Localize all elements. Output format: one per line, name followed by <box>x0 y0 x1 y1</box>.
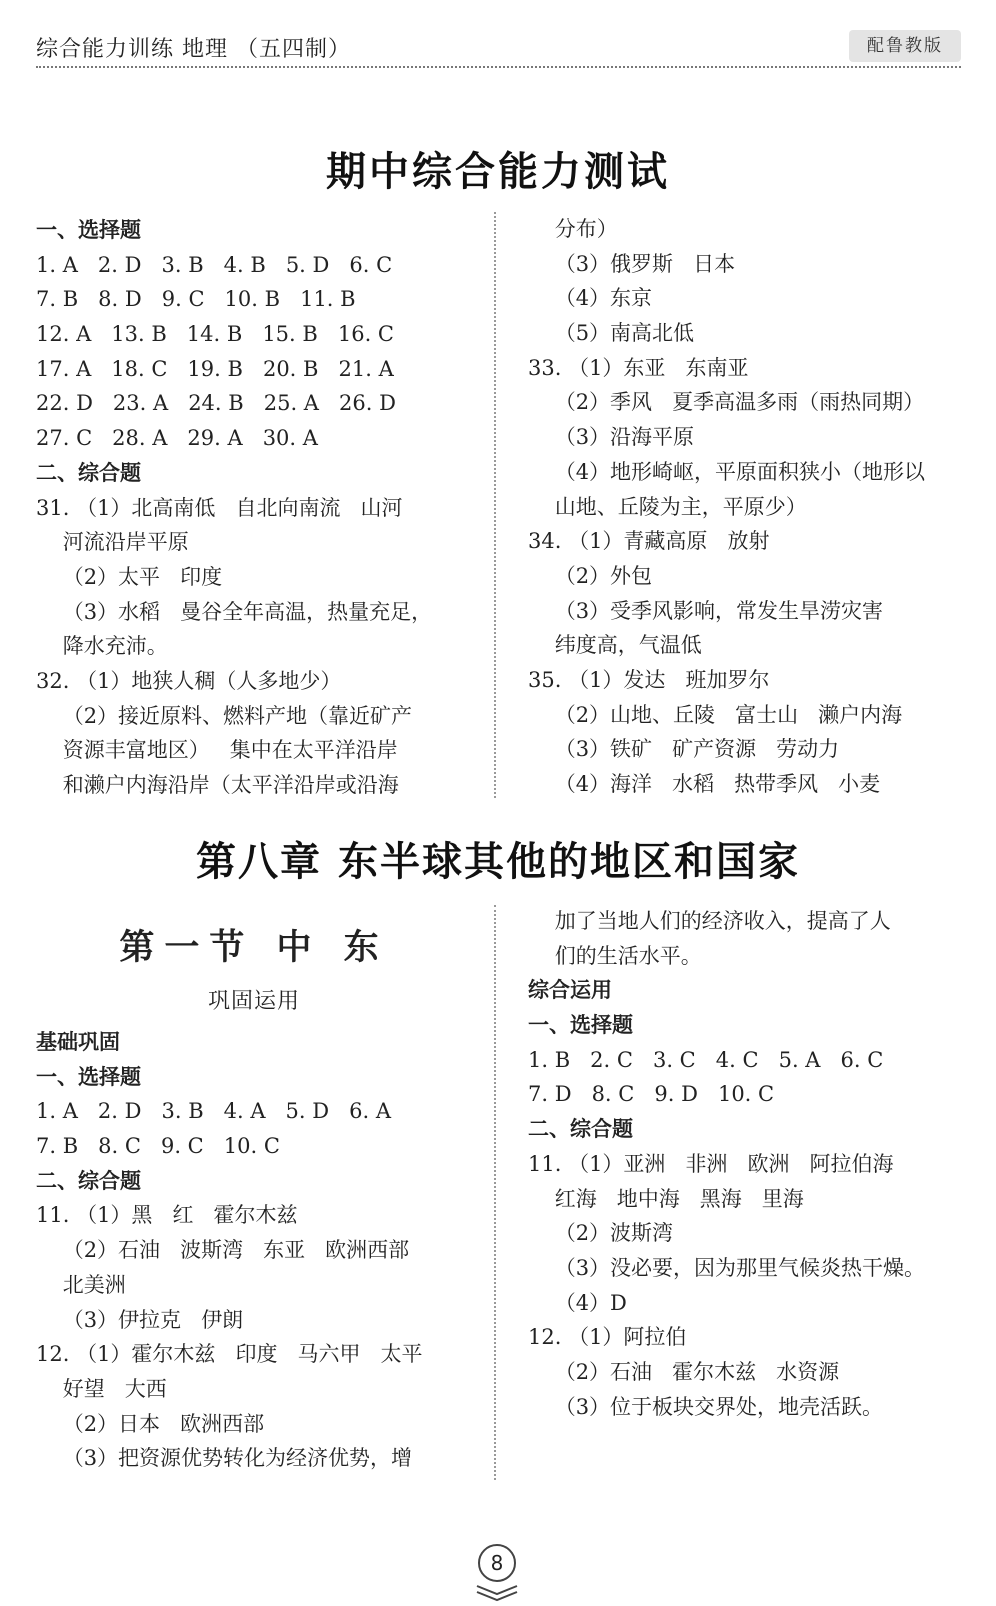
edition-badge: 配鲁教版 <box>849 30 961 62</box>
answer-line: （3）受季风影响，常发生旱涝灾害 <box>528 598 884 623</box>
answer-line: （2）太平 印度 <box>36 564 223 589</box>
answer-line: 加了当地人们的经济收入，提高了人 <box>528 909 891 933</box>
page-header <box>36 30 961 64</box>
answer-line: （4）地形崎岖，平原面积狭小（地形以 <box>528 459 926 484</box>
answer-line: （3）水稻 曼谷全年高温，热量充足， <box>36 599 433 624</box>
answer-line: 分布） <box>528 217 618 241</box>
answer-line: 一、选择题 <box>36 218 141 242</box>
answer-line: （3）铁矿 矿产资源 劳动力 <box>528 737 840 762</box>
answer-line: （4）海洋 水稻 热带季风 小麦 <box>528 772 881 796</box>
answer-line: 1. A 2. D 3. B 4. A 5. D 6. A <box>36 1099 392 1124</box>
answer-line: （2）季风 夏季高温多雨（雨热同期） <box>528 390 925 415</box>
answer-line: 二、综合题 <box>36 460 141 485</box>
answer-line: 17. A 18. C 19. B 20. B 21. A <box>36 356 394 381</box>
answer-line: （2）接近原料、燃料产地（靠近矿产 <box>36 703 413 728</box>
answer-line: 基础巩固 <box>36 1030 120 1054</box>
answer-line: （3）位于板块交界处，地壳活跃。 <box>528 1394 884 1419</box>
answer-line: 资源丰富地区） 集中在太平洋沿岸 <box>36 738 398 763</box>
column-divider-2 <box>494 905 496 1480</box>
answer-line: 27. C 28. A 29. A 30. A <box>36 426 318 451</box>
answer-line: （2）石油 霍尔木兹 水资源 <box>528 1359 840 1384</box>
answer-line: 纬度高，气温低 <box>528 633 702 658</box>
subsection-title: 巩固运用 <box>207 989 300 1014</box>
answer-line: （3）没必要，因为那里气候炎热干燥。 <box>528 1255 926 1280</box>
answer-line: （2）外包 <box>528 563 653 588</box>
answer-line: 22. D 23. A 24. B 25. A 26. D <box>36 391 396 416</box>
answer-line: 1. B 2. C 3. C 4. C 5. A 6. C <box>528 1047 884 1072</box>
page-number-circle: 8 <box>478 1544 516 1582</box>
header-title: 综合能力训练 地理 （五四制） <box>36 37 351 62</box>
answer-line: 二、综合题 <box>528 1117 633 1142</box>
chapter-answers-left-column <box>36 1025 476 1476</box>
answer-line: 二、综合题 <box>36 1168 141 1193</box>
answer-line: 一、选择题 <box>36 1064 141 1089</box>
midterm-test-title: 期中综合能力测试 <box>326 149 670 195</box>
answer-line: （3）沿海平原 <box>528 425 695 450</box>
answer-line: （5）南高北低 <box>528 321 695 346</box>
page-number <box>472 1544 522 1606</box>
answer-line: （2）日本 欧洲西部 <box>36 1411 265 1436</box>
answer-line: 11. （1）黑 红 霍尔木兹 <box>36 1203 298 1228</box>
answer-line: 红海 地中海 黑海 里海 <box>528 1186 804 1211</box>
midterm-answers-left-column <box>36 213 476 803</box>
header-divider <box>36 66 961 68</box>
answer-line: （4）东京 <box>528 286 653 311</box>
answer-line: 们的生活水平。 <box>528 943 702 968</box>
answer-line: 12. （1）阿拉伯 <box>528 1325 687 1350</box>
column-divider <box>494 212 496 798</box>
answer-line: 河流沿岸平原 <box>36 530 189 555</box>
midterm-answers-right-column <box>528 212 968 802</box>
answer-line: 34. （1）青藏高原 放射 <box>528 529 770 554</box>
answer-line: 山地、丘陵为主，平原少） <box>528 494 807 519</box>
answer-line: 北美洲 <box>36 1272 126 1297</box>
answer-line: 7. B 8. D 9. C 10. B 11. B <box>36 287 356 312</box>
answer-line: 32. （1）地狭人稠（人多地少） <box>36 668 342 693</box>
answer-line: 和濑户内海沿岸（太平洋沿岸或沿海 <box>36 773 399 797</box>
chapter-title: 第八章 东半球其他的地区和国家 <box>196 839 800 885</box>
answer-line: （3）伊拉克 伊朗 <box>36 1307 244 1332</box>
answer-line: 一、选择题 <box>528 1013 633 1038</box>
answer-line: 35. （1）发达 班加罗尔 <box>528 667 770 692</box>
answer-line: （3）俄罗斯 日本 <box>528 251 736 276</box>
section-title: 第一节 中 东 <box>119 928 389 968</box>
answer-line: （2）石油 波斯湾 东亚 欧洲西部 <box>36 1238 410 1263</box>
answer-line: （3）把资源优势转化为经济优势，增 <box>36 1446 413 1471</box>
chapter-answers-right-column <box>528 904 968 1424</box>
answer-line: 7. D 8. C 9. D 10. C <box>528 1082 775 1107</box>
answer-line: 综合运用 <box>528 978 612 1003</box>
answer-line: 好望 大西 <box>36 1376 167 1401</box>
answer-line: 11. （1）亚洲 非洲 欧洲 阿拉伯海 <box>528 1151 894 1176</box>
answer-line: 降水充沛。 <box>36 634 168 659</box>
chevron-down-icon <box>472 1584 522 1602</box>
answer-line: （2）山地、丘陵 富士山 濑户内海 <box>528 702 903 727</box>
answer-line: 7. B 8. C 9. C 10. C <box>36 1134 280 1159</box>
answer-line: （2）波斯湾 <box>528 1221 674 1246</box>
answer-line: 12. （1）霍尔木兹 印度 马六甲 太平 <box>36 1342 423 1367</box>
answer-line: 1. A 2. D 3. B 4. B 5. D 6. C <box>36 252 393 277</box>
answer-line: 31. （1）北高南低 自北向南流 山河 <box>36 495 403 520</box>
answer-line: 33. （1）东亚 东南亚 <box>528 355 749 380</box>
answer-line: 12. A 13. B 14. B 15. B 16. C <box>36 322 394 347</box>
answer-line: （4）D <box>528 1290 627 1315</box>
